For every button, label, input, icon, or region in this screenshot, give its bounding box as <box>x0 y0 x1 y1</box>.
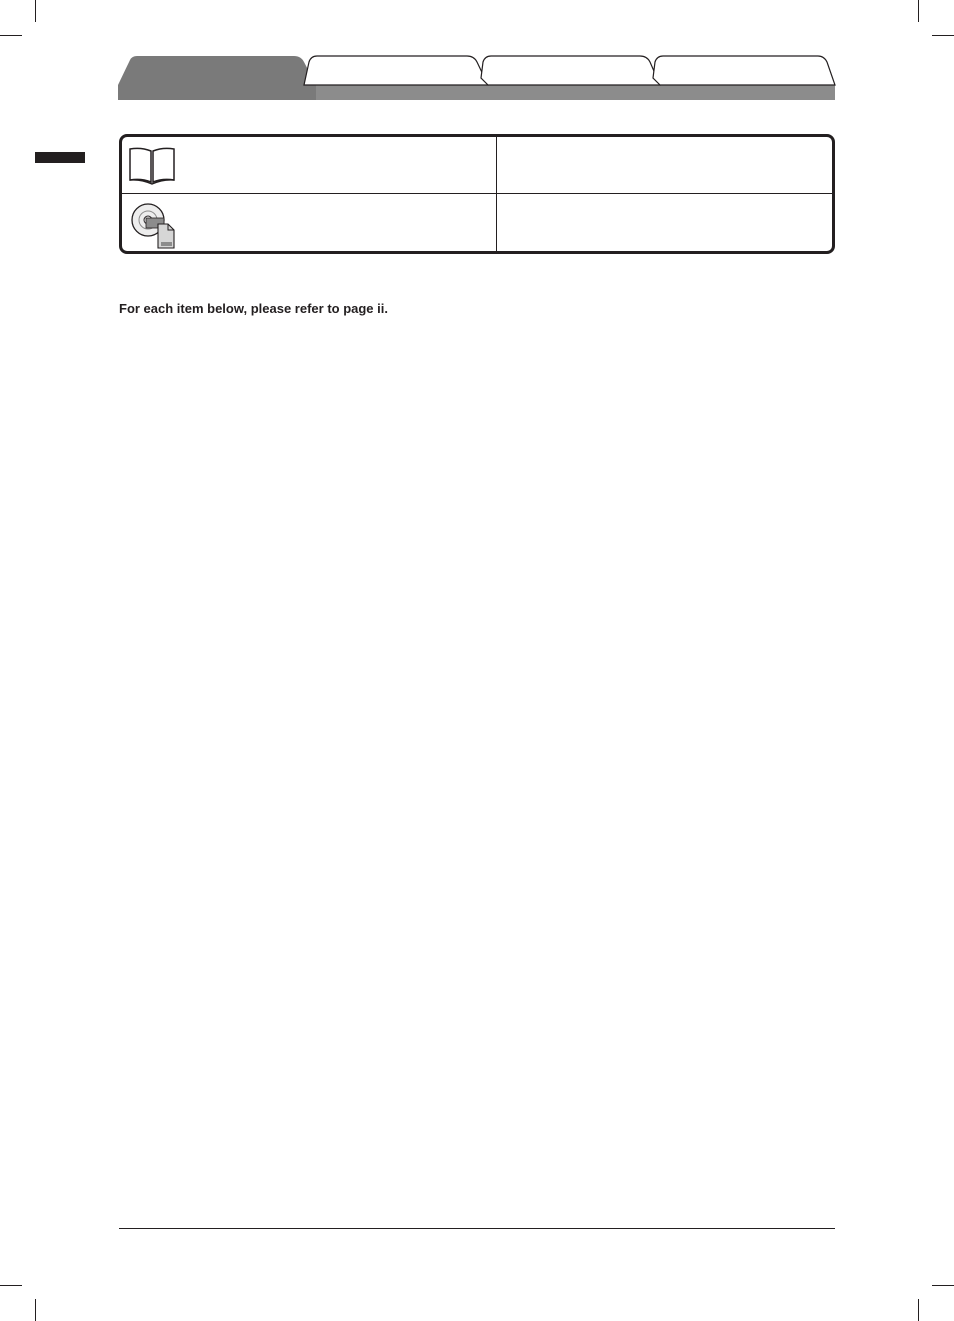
crop-mark-top-right-horizontal <box>932 35 954 36</box>
cd-rom-pdf-icon <box>128 200 176 255</box>
crop-mark-top-left-horizontal <box>0 35 22 36</box>
crop-mark-bottom-left-horizontal <box>0 1285 22 1286</box>
section-tabs <box>118 54 836 102</box>
tab-4[interactable] <box>653 56 835 85</box>
section-tabs-graphic <box>118 54 836 102</box>
reference-note: For each item below, please refer to page ii. <box>119 301 388 316</box>
crop-mark-top-left-vertical <box>35 0 36 22</box>
crop-mark-top-right-vertical <box>918 0 919 22</box>
table-column-divider <box>496 137 497 251</box>
side-section-marker <box>35 152 85 163</box>
tab-1-active[interactable] <box>118 56 316 100</box>
crop-mark-bottom-left-vertical <box>35 1299 36 1321</box>
open-book-icon <box>128 146 176 191</box>
documents-table <box>119 134 835 254</box>
crop-mark-bottom-right-horizontal <box>932 1285 954 1286</box>
table-row-divider <box>122 193 832 194</box>
footer-rule <box>119 1228 835 1229</box>
crop-mark-bottom-right-vertical <box>918 1299 919 1321</box>
tab-2[interactable] <box>304 56 488 85</box>
tab-3[interactable] <box>481 56 660 85</box>
